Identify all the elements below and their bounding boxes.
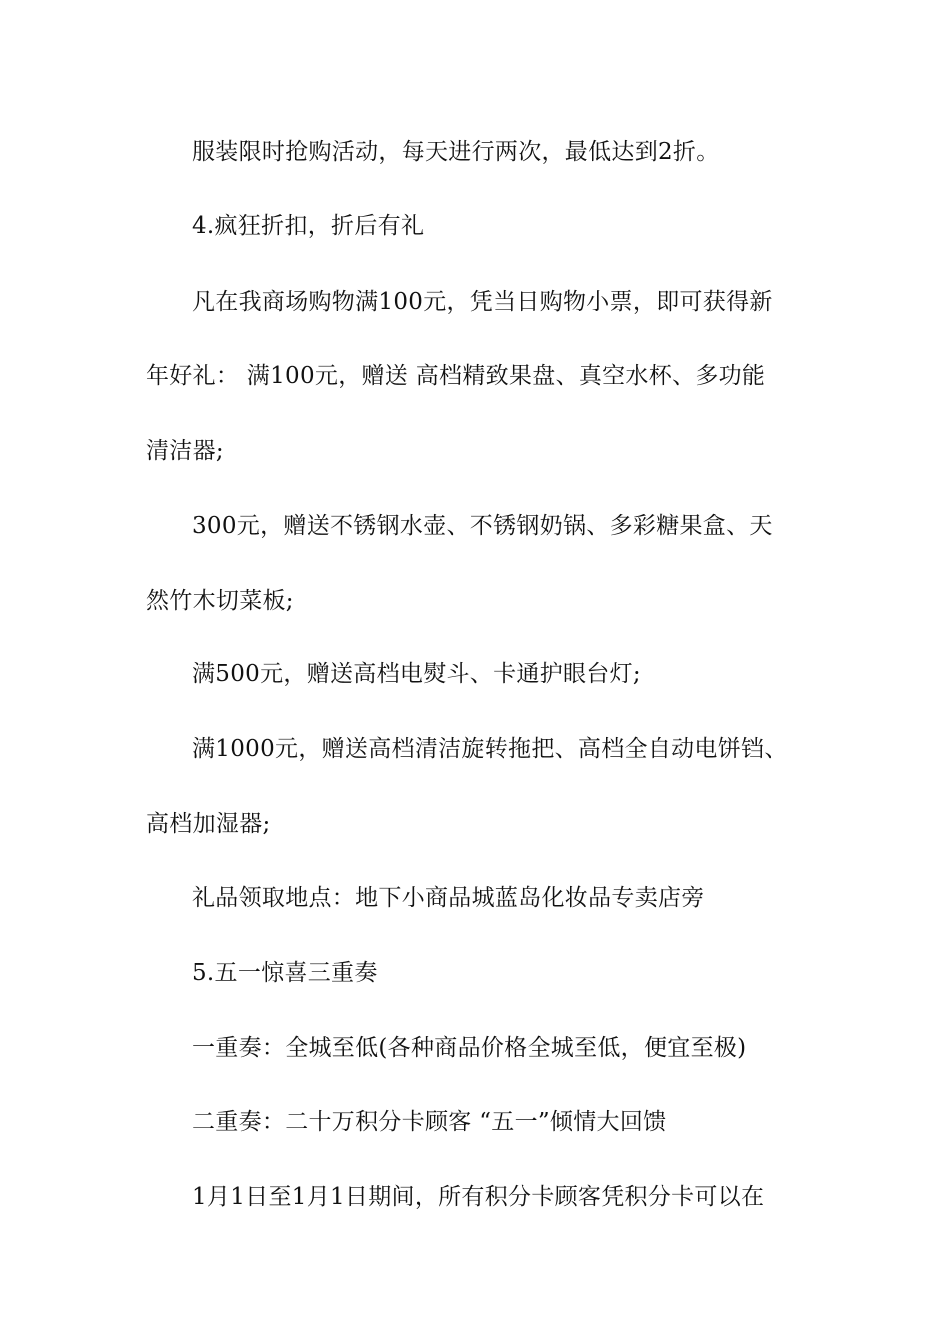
paragraph-line: 二重奏：二十万积分卡顾客 “五一”倾情大回馈 xyxy=(192,1109,667,1135)
paragraph-line: 凡在我商场购物满100元，凭当日购物小票，即可获得新 xyxy=(192,289,773,315)
section-heading: 5.五一惊喜三重奏 xyxy=(192,960,378,986)
paragraph-line: 满500元，赠送高档电熨斗、卡通护眼台灯; xyxy=(192,661,641,687)
paragraph-line: 年好礼： 满100元，赠送 高档精致果盘、真空水杯、多功能 xyxy=(146,363,766,389)
section-heading: 4.疯狂折扣，折后有礼 xyxy=(192,213,425,239)
paragraph-line: 300元，赠送不锈钢水壶、不锈钢奶锅、多彩糖果盒、天 xyxy=(192,513,773,539)
paragraph-line: 礼品领取地点：地下小商品城蓝岛化妆品专卖店旁 xyxy=(192,885,705,911)
paragraph-line: 1月1日至1月1日期间，所有积分卡顾客凭积分卡可以在 xyxy=(192,1184,765,1210)
paragraph-line: 一重奏：全城至低(各种商品价格全城至低，便宜至极) xyxy=(192,1035,747,1061)
paragraph-line: 清洁器; xyxy=(146,438,224,464)
paragraph-line: 满1000元，赠送高档清洁旋转拖把、高档全自动电饼铛、 xyxy=(192,736,788,762)
paragraph-line: 然竹木切菜板; xyxy=(146,588,294,614)
paragraph-line: 服装限时抢购活动，每天进行两次，最低达到2折。 xyxy=(192,139,720,165)
paragraph-line: 高档加湿器; xyxy=(146,811,271,837)
